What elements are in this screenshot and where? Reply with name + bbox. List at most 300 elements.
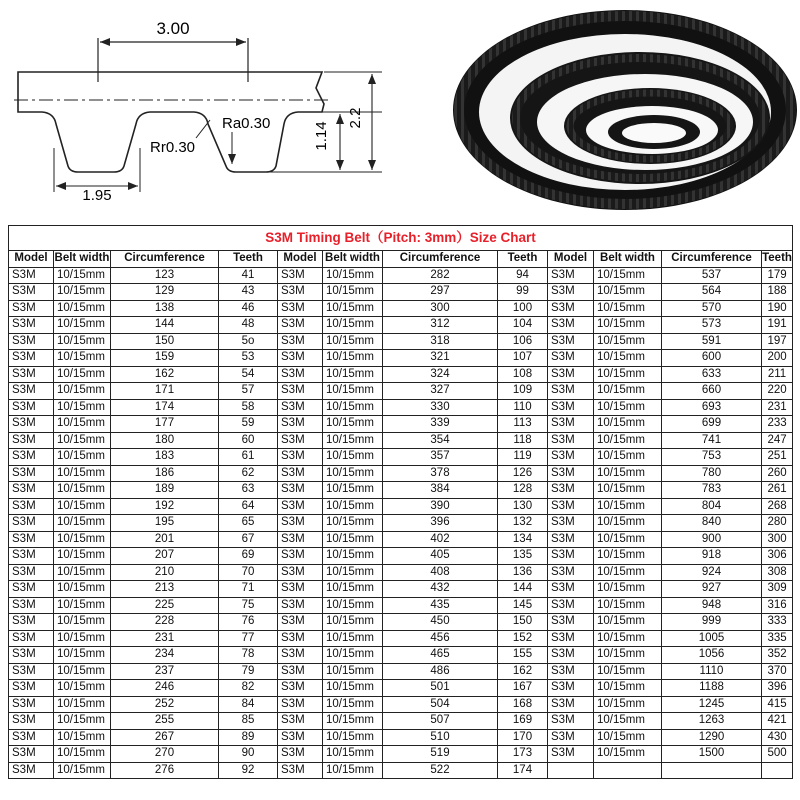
- model-cell: S3M: [278, 383, 323, 400]
- circumference-cell: 840: [662, 515, 762, 532]
- model-cell: S3M: [548, 630, 594, 647]
- model-cell: S3M: [9, 663, 54, 680]
- circumference-cell: 234: [111, 647, 219, 664]
- teeth-cell: 58: [219, 399, 278, 416]
- teeth-cell: 62: [219, 465, 278, 482]
- belt-width-cell: 10/15mm: [54, 366, 111, 383]
- belt-width-cell: 10/15mm: [323, 465, 383, 482]
- tooth-width-arrow-right: [128, 182, 138, 190]
- teeth-cell: 71: [219, 581, 278, 598]
- model-cell: S3M: [548, 267, 594, 284]
- circumference-cell: 900: [662, 531, 762, 548]
- model-cell: S3M: [548, 432, 594, 449]
- model-cell: S3M: [548, 680, 594, 697]
- model-cell: S3M: [278, 284, 323, 301]
- header-teeth: Teeth: [762, 251, 793, 268]
- circumference-cell: 192: [111, 498, 219, 515]
- circumference-cell: 189: [111, 482, 219, 499]
- model-cell: S3M: [278, 680, 323, 697]
- belt-width-cell: 10/15mm: [54, 350, 111, 367]
- table-row: [9, 267, 793, 284]
- circumference-cell: 432: [383, 581, 498, 598]
- model-cell: S3M: [278, 482, 323, 499]
- table-row: [9, 333, 793, 350]
- belt-width-cell: 10/15mm: [54, 449, 111, 466]
- belt-width-cell: 10/15mm: [594, 696, 662, 713]
- pitch-arrow-left: [100, 38, 110, 46]
- circumference-cell: 1245: [662, 696, 762, 713]
- teeth-cell: 126: [498, 465, 548, 482]
- teeth-cell: 173: [498, 746, 548, 763]
- circumference-cell: 924: [662, 564, 762, 581]
- circumference-cell: 465: [383, 647, 498, 664]
- tooth-width-arrow-left: [56, 182, 66, 190]
- model-cell: S3M: [548, 531, 594, 548]
- circumference-cell: 159: [111, 350, 219, 367]
- model-cell: S3M: [9, 284, 54, 301]
- belt-width-cell: 10/15mm: [594, 366, 662, 383]
- teeth-cell: 169: [498, 713, 548, 730]
- model-cell: S3M: [9, 581, 54, 598]
- teeth-cell: 77: [219, 630, 278, 647]
- teeth-cell: 179: [762, 267, 793, 284]
- belt-width-cell: 10/15mm: [323, 647, 383, 664]
- teeth-cell: 41: [219, 267, 278, 284]
- circumference-cell: 144: [111, 317, 219, 334]
- belt-width-cell: 10/15mm: [54, 317, 111, 334]
- model-cell: S3M: [278, 317, 323, 334]
- teeth-cell: 191: [762, 317, 793, 334]
- table-row: [9, 515, 793, 532]
- circumference-cell: 1290: [662, 729, 762, 746]
- teeth-cell: 78: [219, 647, 278, 664]
- model-cell: S3M: [278, 647, 323, 664]
- model-cell: S3M: [548, 498, 594, 515]
- model-cell: S3M: [9, 713, 54, 730]
- teeth-cell: 128: [498, 482, 548, 499]
- table-row: [9, 432, 793, 449]
- table-row: [9, 399, 793, 416]
- model-cell: S3M: [278, 614, 323, 631]
- belt-width-cell: 10/15mm: [323, 729, 383, 746]
- teeth-cell: 260: [762, 465, 793, 482]
- teeth-cell: 233: [762, 416, 793, 433]
- model-cell: S3M: [9, 465, 54, 482]
- belt-width-cell: 10/15mm: [323, 350, 383, 367]
- model-cell: S3M: [548, 515, 594, 532]
- belt-width-cell: 10/15mm: [323, 663, 383, 680]
- table-row: [9, 284, 793, 301]
- table-row: [9, 300, 793, 317]
- belt-width-cell: 10/15mm: [54, 647, 111, 664]
- model-cell: S3M: [548, 647, 594, 664]
- belt-width-cell: 10/15mm: [594, 531, 662, 548]
- teeth-cell: 500: [762, 746, 793, 763]
- teeth-cell: 280: [762, 515, 793, 532]
- model-cell: S3M: [9, 498, 54, 515]
- circumference-cell: 780: [662, 465, 762, 482]
- teeth-cell: 107: [498, 350, 548, 367]
- belt-width-cell: 10/15mm: [323, 366, 383, 383]
- teeth-cell: 100: [498, 300, 548, 317]
- circumference-cell: 390: [383, 498, 498, 515]
- pitch-value: 3.00: [156, 19, 190, 38]
- circumference-cell: 522: [383, 762, 498, 779]
- circumference-cell: 741: [662, 432, 762, 449]
- model-cell: S3M: [548, 713, 594, 730]
- circumference-cell: 171: [111, 383, 219, 400]
- circumference-cell: 384: [383, 482, 498, 499]
- circumference-cell: 573: [662, 317, 762, 334]
- belt-width-cell: 10/15mm: [54, 581, 111, 598]
- belt-width-cell: 10/15mm: [323, 614, 383, 631]
- teeth-cell: 110: [498, 399, 548, 416]
- model-cell: S3M: [9, 482, 54, 499]
- header-teeth: Teeth: [498, 251, 548, 268]
- teeth-cell: 231: [762, 399, 793, 416]
- tooth-height-value: 1.14: [313, 121, 330, 151]
- model-cell: S3M: [278, 333, 323, 350]
- circumference-cell: 327: [383, 383, 498, 400]
- teeth-cell: 79: [219, 663, 278, 680]
- model-cell: S3M: [9, 449, 54, 466]
- header-model: Model: [278, 251, 323, 268]
- header-model: Model: [548, 251, 594, 268]
- circumference-cell: 396: [383, 515, 498, 532]
- belt-width-cell: 10/15mm: [54, 333, 111, 350]
- model-cell: S3M: [548, 696, 594, 713]
- teeth-cell: 82: [219, 680, 278, 697]
- model-cell: S3M: [9, 300, 54, 317]
- belt-width-cell: 10/15mm: [54, 515, 111, 532]
- chart-header-row: [9, 251, 793, 268]
- belt-height-arrow-bottom: [368, 160, 376, 170]
- table-row: [9, 531, 793, 548]
- belt-width-cell: 10/15mm: [323, 317, 383, 334]
- table-row: [9, 630, 793, 647]
- teeth-cell: 57: [219, 383, 278, 400]
- teeth-cell: 109: [498, 383, 548, 400]
- header-circumference: Circumference: [662, 251, 762, 268]
- teeth-cell: 61: [219, 449, 278, 466]
- circumference-cell: 927: [662, 581, 762, 598]
- model-cell: S3M: [548, 597, 594, 614]
- header-belt-width: Belt width: [54, 251, 111, 268]
- circumference-cell: 321: [383, 350, 498, 367]
- belt-width-cell: 10/15mm: [594, 564, 662, 581]
- model-cell: S3M: [9, 350, 54, 367]
- header-teeth: Teeth: [219, 251, 278, 268]
- circumference-cell: 1005: [662, 630, 762, 647]
- belt-width-cell: 10/15mm: [594, 284, 662, 301]
- belt-width-cell: 10/15mm: [54, 696, 111, 713]
- circumference-cell: 456: [383, 630, 498, 647]
- belt-width-cell: 10/15mm: [323, 416, 383, 433]
- circumference-cell: 1110: [662, 663, 762, 680]
- belt-width-cell: 10/15mm: [54, 597, 111, 614]
- model-cell: S3M: [9, 432, 54, 449]
- header-circumference: Circumference: [383, 251, 498, 268]
- teeth-cell: 92: [219, 762, 278, 779]
- model-cell: S3M: [548, 449, 594, 466]
- model-cell: S3M: [278, 531, 323, 548]
- teeth-cell: 65: [219, 515, 278, 532]
- model-cell: S3M: [278, 597, 323, 614]
- belt-width-cell: 10/15mm: [594, 350, 662, 367]
- model-cell: S3M: [9, 696, 54, 713]
- circumference-cell: 510: [383, 729, 498, 746]
- circumference-cell: 174: [111, 399, 219, 416]
- teeth-cell: 261: [762, 482, 793, 499]
- model-cell: S3M: [278, 350, 323, 367]
- circumference-cell: 519: [383, 746, 498, 763]
- circumference-cell: 210: [111, 564, 219, 581]
- circumference-cell: 177: [111, 416, 219, 433]
- table-row: [9, 416, 793, 433]
- teeth-cell: 94: [498, 267, 548, 284]
- teeth-cell: 370: [762, 663, 793, 680]
- teeth-cell: 251: [762, 449, 793, 466]
- teeth-cell: 309: [762, 581, 793, 598]
- circumference-cell: 660: [662, 383, 762, 400]
- belt-width-cell: 10/15mm: [594, 597, 662, 614]
- belt-width-cell: 10/15mm: [594, 498, 662, 515]
- teeth-cell: 220: [762, 383, 793, 400]
- model-cell: S3M: [278, 267, 323, 284]
- model-cell: S3M: [278, 498, 323, 515]
- belt-width-cell: 10/15mm: [323, 746, 383, 763]
- circumference-cell: 948: [662, 597, 762, 614]
- circumference-cell: 507: [383, 713, 498, 730]
- belt-width-cell: 10/15mm: [594, 383, 662, 400]
- circumference-cell: 195: [111, 515, 219, 532]
- circumference-cell: 357: [383, 449, 498, 466]
- belt-width-cell: 10/15mm: [323, 432, 383, 449]
- belt-width-cell: 10/15mm: [54, 399, 111, 416]
- teeth-cell: 130: [498, 498, 548, 515]
- circumference-cell: 138: [111, 300, 219, 317]
- teeth-cell: 316: [762, 597, 793, 614]
- circumference-cell: 339: [383, 416, 498, 433]
- belt-width-cell: 10/15mm: [594, 416, 662, 433]
- model-cell: S3M: [278, 729, 323, 746]
- teeth-cell: 132: [498, 515, 548, 532]
- teeth-cell: 76: [219, 614, 278, 631]
- teeth-cell: 197: [762, 333, 793, 350]
- tooth-width-value: 1.95: [82, 187, 112, 204]
- tip-radius-arrow: [228, 154, 236, 164]
- belt-width-cell: 10/15mm: [594, 548, 662, 565]
- circumference-cell: 186: [111, 465, 219, 482]
- teeth-cell: 84: [219, 696, 278, 713]
- model-cell: S3M: [548, 581, 594, 598]
- teeth-cell: 99: [498, 284, 548, 301]
- teeth-cell: 53: [219, 350, 278, 367]
- belt-width-cell: 10/15mm: [54, 482, 111, 499]
- model-cell: S3M: [9, 647, 54, 664]
- teeth-cell: 135: [498, 548, 548, 565]
- model-cell: S3M: [548, 383, 594, 400]
- belt-width-cell: 10/15mm: [323, 548, 383, 565]
- belt-width-cell: 10/15mm: [594, 581, 662, 598]
- belt-width-cell: 10/15mm: [323, 713, 383, 730]
- belt-width-cell: 10/15mm: [323, 482, 383, 499]
- belt-width-cell: 10/15mm: [54, 498, 111, 515]
- teeth-cell: 333: [762, 614, 793, 631]
- teeth-cell: 415: [762, 696, 793, 713]
- belt-width-cell: 10/15mm: [594, 465, 662, 482]
- belt-smallest-gap: [622, 123, 686, 143]
- model-cell: S3M: [548, 482, 594, 499]
- belt-width-cell: 10/15mm: [594, 432, 662, 449]
- model-cell: S3M: [9, 729, 54, 746]
- model-cell: S3M: [9, 531, 54, 548]
- model-cell: S3M: [278, 449, 323, 466]
- table-row: [9, 350, 793, 367]
- circumference-cell: 201: [111, 531, 219, 548]
- header-circumference: Circumference: [111, 251, 219, 268]
- teeth-cell: 162: [498, 663, 548, 680]
- belt-width-cell: 10/15mm: [323, 449, 383, 466]
- belt-width-cell: 10/15mm: [323, 581, 383, 598]
- model-cell: S3M: [548, 366, 594, 383]
- model-cell: S3M: [278, 399, 323, 416]
- belt-width-cell: 10/15mm: [323, 383, 383, 400]
- teeth-cell: 145: [498, 597, 548, 614]
- circumference-cell: 330: [383, 399, 498, 416]
- belt-width-cell: 10/15mm: [54, 416, 111, 433]
- circumference-cell: 1056: [662, 647, 762, 664]
- belt-profile-outline: [18, 72, 324, 172]
- teeth-cell: 60: [219, 432, 278, 449]
- model-cell: S3M: [548, 350, 594, 367]
- teeth-cell: 430: [762, 729, 793, 746]
- circumference-cell: 999: [662, 614, 762, 631]
- belt-width-cell: 10/15mm: [594, 663, 662, 680]
- model-cell: S3M: [9, 548, 54, 565]
- belt-height-arrow-top: [368, 74, 376, 84]
- circumference-cell: 312: [383, 317, 498, 334]
- belt-width-cell: 10/15mm: [323, 696, 383, 713]
- belt-width-cell: 10/15mm: [323, 630, 383, 647]
- teeth-cell: 90: [219, 746, 278, 763]
- circumference-cell: 564: [662, 284, 762, 301]
- belt-width-cell: 10/15mm: [323, 564, 383, 581]
- model-cell: [548, 762, 594, 779]
- teeth-cell: 144: [498, 581, 548, 598]
- model-cell: S3M: [278, 300, 323, 317]
- teeth-cell: 188: [762, 284, 793, 301]
- table-row: [9, 449, 793, 466]
- model-cell: S3M: [9, 746, 54, 763]
- belt-photo-illustration: [440, 0, 800, 215]
- belt-width-cell: 10/15mm: [54, 284, 111, 301]
- table-row: [9, 564, 793, 581]
- table-row: [9, 729, 793, 746]
- teeth-cell: 155: [498, 647, 548, 664]
- teeth-cell: 306: [762, 548, 793, 565]
- circumference-cell: 228: [111, 614, 219, 631]
- teeth-cell: 46: [219, 300, 278, 317]
- belt-width-cell: 10/15mm: [323, 399, 383, 416]
- teeth-cell: 43: [219, 284, 278, 301]
- circumference-cell: 282: [383, 267, 498, 284]
- teeth-cell: 396: [762, 680, 793, 697]
- belt-width-cell: 10/15mm: [323, 284, 383, 301]
- circumference-cell: 504: [383, 696, 498, 713]
- circumference-cell: 354: [383, 432, 498, 449]
- belt-width-cell: 10/15mm: [323, 333, 383, 350]
- model-cell: S3M: [278, 416, 323, 433]
- teeth-cell: 300: [762, 531, 793, 548]
- model-cell: S3M: [548, 746, 594, 763]
- table-row: [9, 548, 793, 565]
- belt-width-cell: 10/15mm: [594, 449, 662, 466]
- model-cell: S3M: [9, 762, 54, 779]
- model-cell: S3M: [278, 548, 323, 565]
- teeth-cell: 352: [762, 647, 793, 664]
- circumference-cell: 213: [111, 581, 219, 598]
- circumference-cell: 237: [111, 663, 219, 680]
- model-cell: S3M: [9, 597, 54, 614]
- circumference-cell: 450: [383, 614, 498, 631]
- belt-width-cell: 10/15mm: [54, 465, 111, 482]
- teeth-cell: 118: [498, 432, 548, 449]
- model-cell: S3M: [548, 317, 594, 334]
- circumference-cell: 1263: [662, 713, 762, 730]
- teeth-cell: 63: [219, 482, 278, 499]
- belt-width-cell: 10/15mm: [594, 614, 662, 631]
- circumference-cell: 297: [383, 284, 498, 301]
- teeth-cell: 200: [762, 350, 793, 367]
- table-row: [9, 317, 793, 334]
- belt-width-cell: 10/15mm: [54, 432, 111, 449]
- model-cell: S3M: [9, 680, 54, 697]
- belt-width-cell: 10/15mm: [54, 564, 111, 581]
- teeth-cell: 268: [762, 498, 793, 515]
- belt-width-cell: 10/15mm: [54, 614, 111, 631]
- teeth-cell: 59: [219, 416, 278, 433]
- model-cell: S3M: [278, 465, 323, 482]
- table-row: [9, 680, 793, 697]
- model-cell: S3M: [9, 515, 54, 532]
- model-cell: S3M: [278, 564, 323, 581]
- circumference-cell: 699: [662, 416, 762, 433]
- model-cell: S3M: [9, 399, 54, 416]
- circumference-cell: 246: [111, 680, 219, 697]
- model-cell: S3M: [278, 515, 323, 532]
- circumference-cell: 570: [662, 300, 762, 317]
- model-cell: S3M: [9, 333, 54, 350]
- table-row: [9, 366, 793, 383]
- circumference-cell: 501: [383, 680, 498, 697]
- belt-width-cell: 10/15mm: [594, 680, 662, 697]
- model-cell: S3M: [9, 317, 54, 334]
- teeth-cell: 113: [498, 416, 548, 433]
- teeth-cell: 421: [762, 713, 793, 730]
- circumference-cell: 225: [111, 597, 219, 614]
- table-row: [9, 713, 793, 730]
- model-cell: S3M: [278, 713, 323, 730]
- teeth-cell: 211: [762, 366, 793, 383]
- teeth-cell: 89: [219, 729, 278, 746]
- belt-width-cell: 10/15mm: [54, 630, 111, 647]
- belt-width-cell: 10/15mm: [594, 317, 662, 334]
- root-radius-label: Rr0.30: [150, 139, 196, 156]
- chart-title-row: [9, 226, 793, 251]
- model-cell: S3M: [548, 564, 594, 581]
- model-cell: S3M: [9, 267, 54, 284]
